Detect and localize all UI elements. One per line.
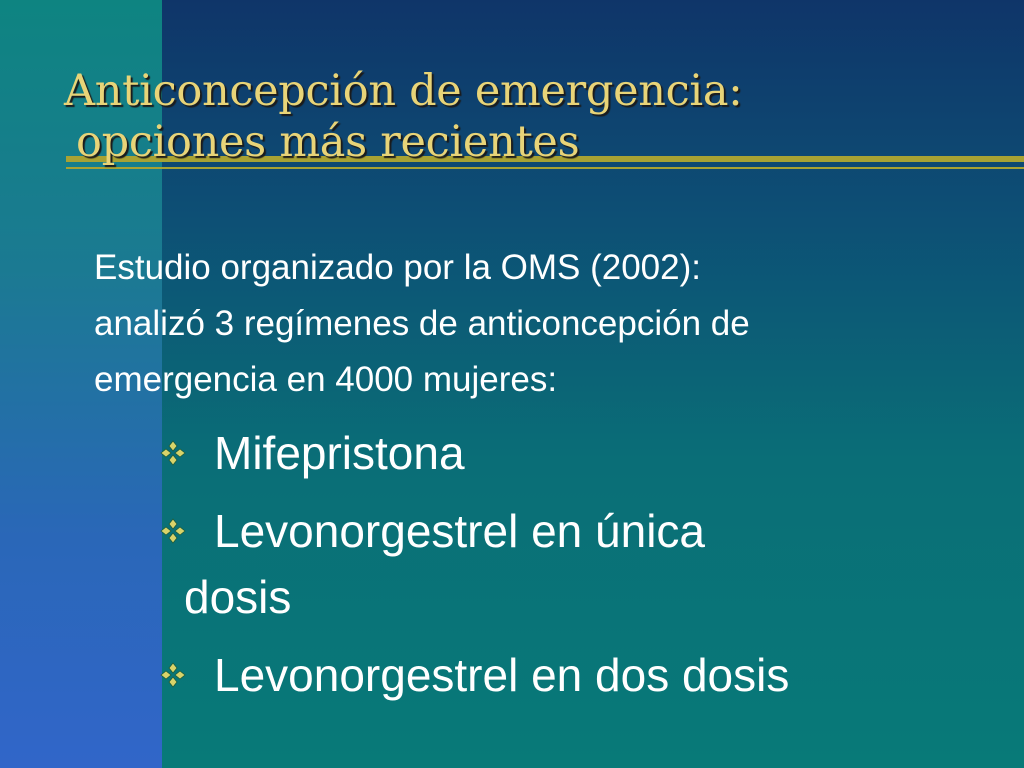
bullet-item <box>160 642 960 708</box>
title-line-2: opciones más recientes <box>76 117 580 167</box>
bullet-text-continuation: dosis <box>184 571 292 623</box>
bullet-text <box>184 505 960 630</box>
slide-title <box>64 66 964 168</box>
intro-paragraph <box>94 240 974 408</box>
title-line-1: Anticoncepción de emergencia: <box>64 66 743 116</box>
bullet-item <box>160 420 960 486</box>
bullet-item <box>160 498 960 630</box>
bullet-text-line: Levonorgestrel en única <box>214 505 705 557</box>
intro-line: analizó 3 regímenes de anticoncepción de <box>94 304 750 343</box>
bullet-text: Levonorgestrel en dos dosis <box>214 649 790 701</box>
intro-line: emergencia en 4000 mujeres: <box>94 360 558 399</box>
diamond-cluster-icon <box>160 440 186 466</box>
diamond-cluster-icon <box>160 662 186 688</box>
bullet-list <box>160 420 960 720</box>
intro-line: Estudio organizado por la OMS (2002): <box>94 248 701 287</box>
bullet-text: Mifepristona <box>214 427 465 479</box>
diamond-cluster-icon <box>160 518 186 544</box>
